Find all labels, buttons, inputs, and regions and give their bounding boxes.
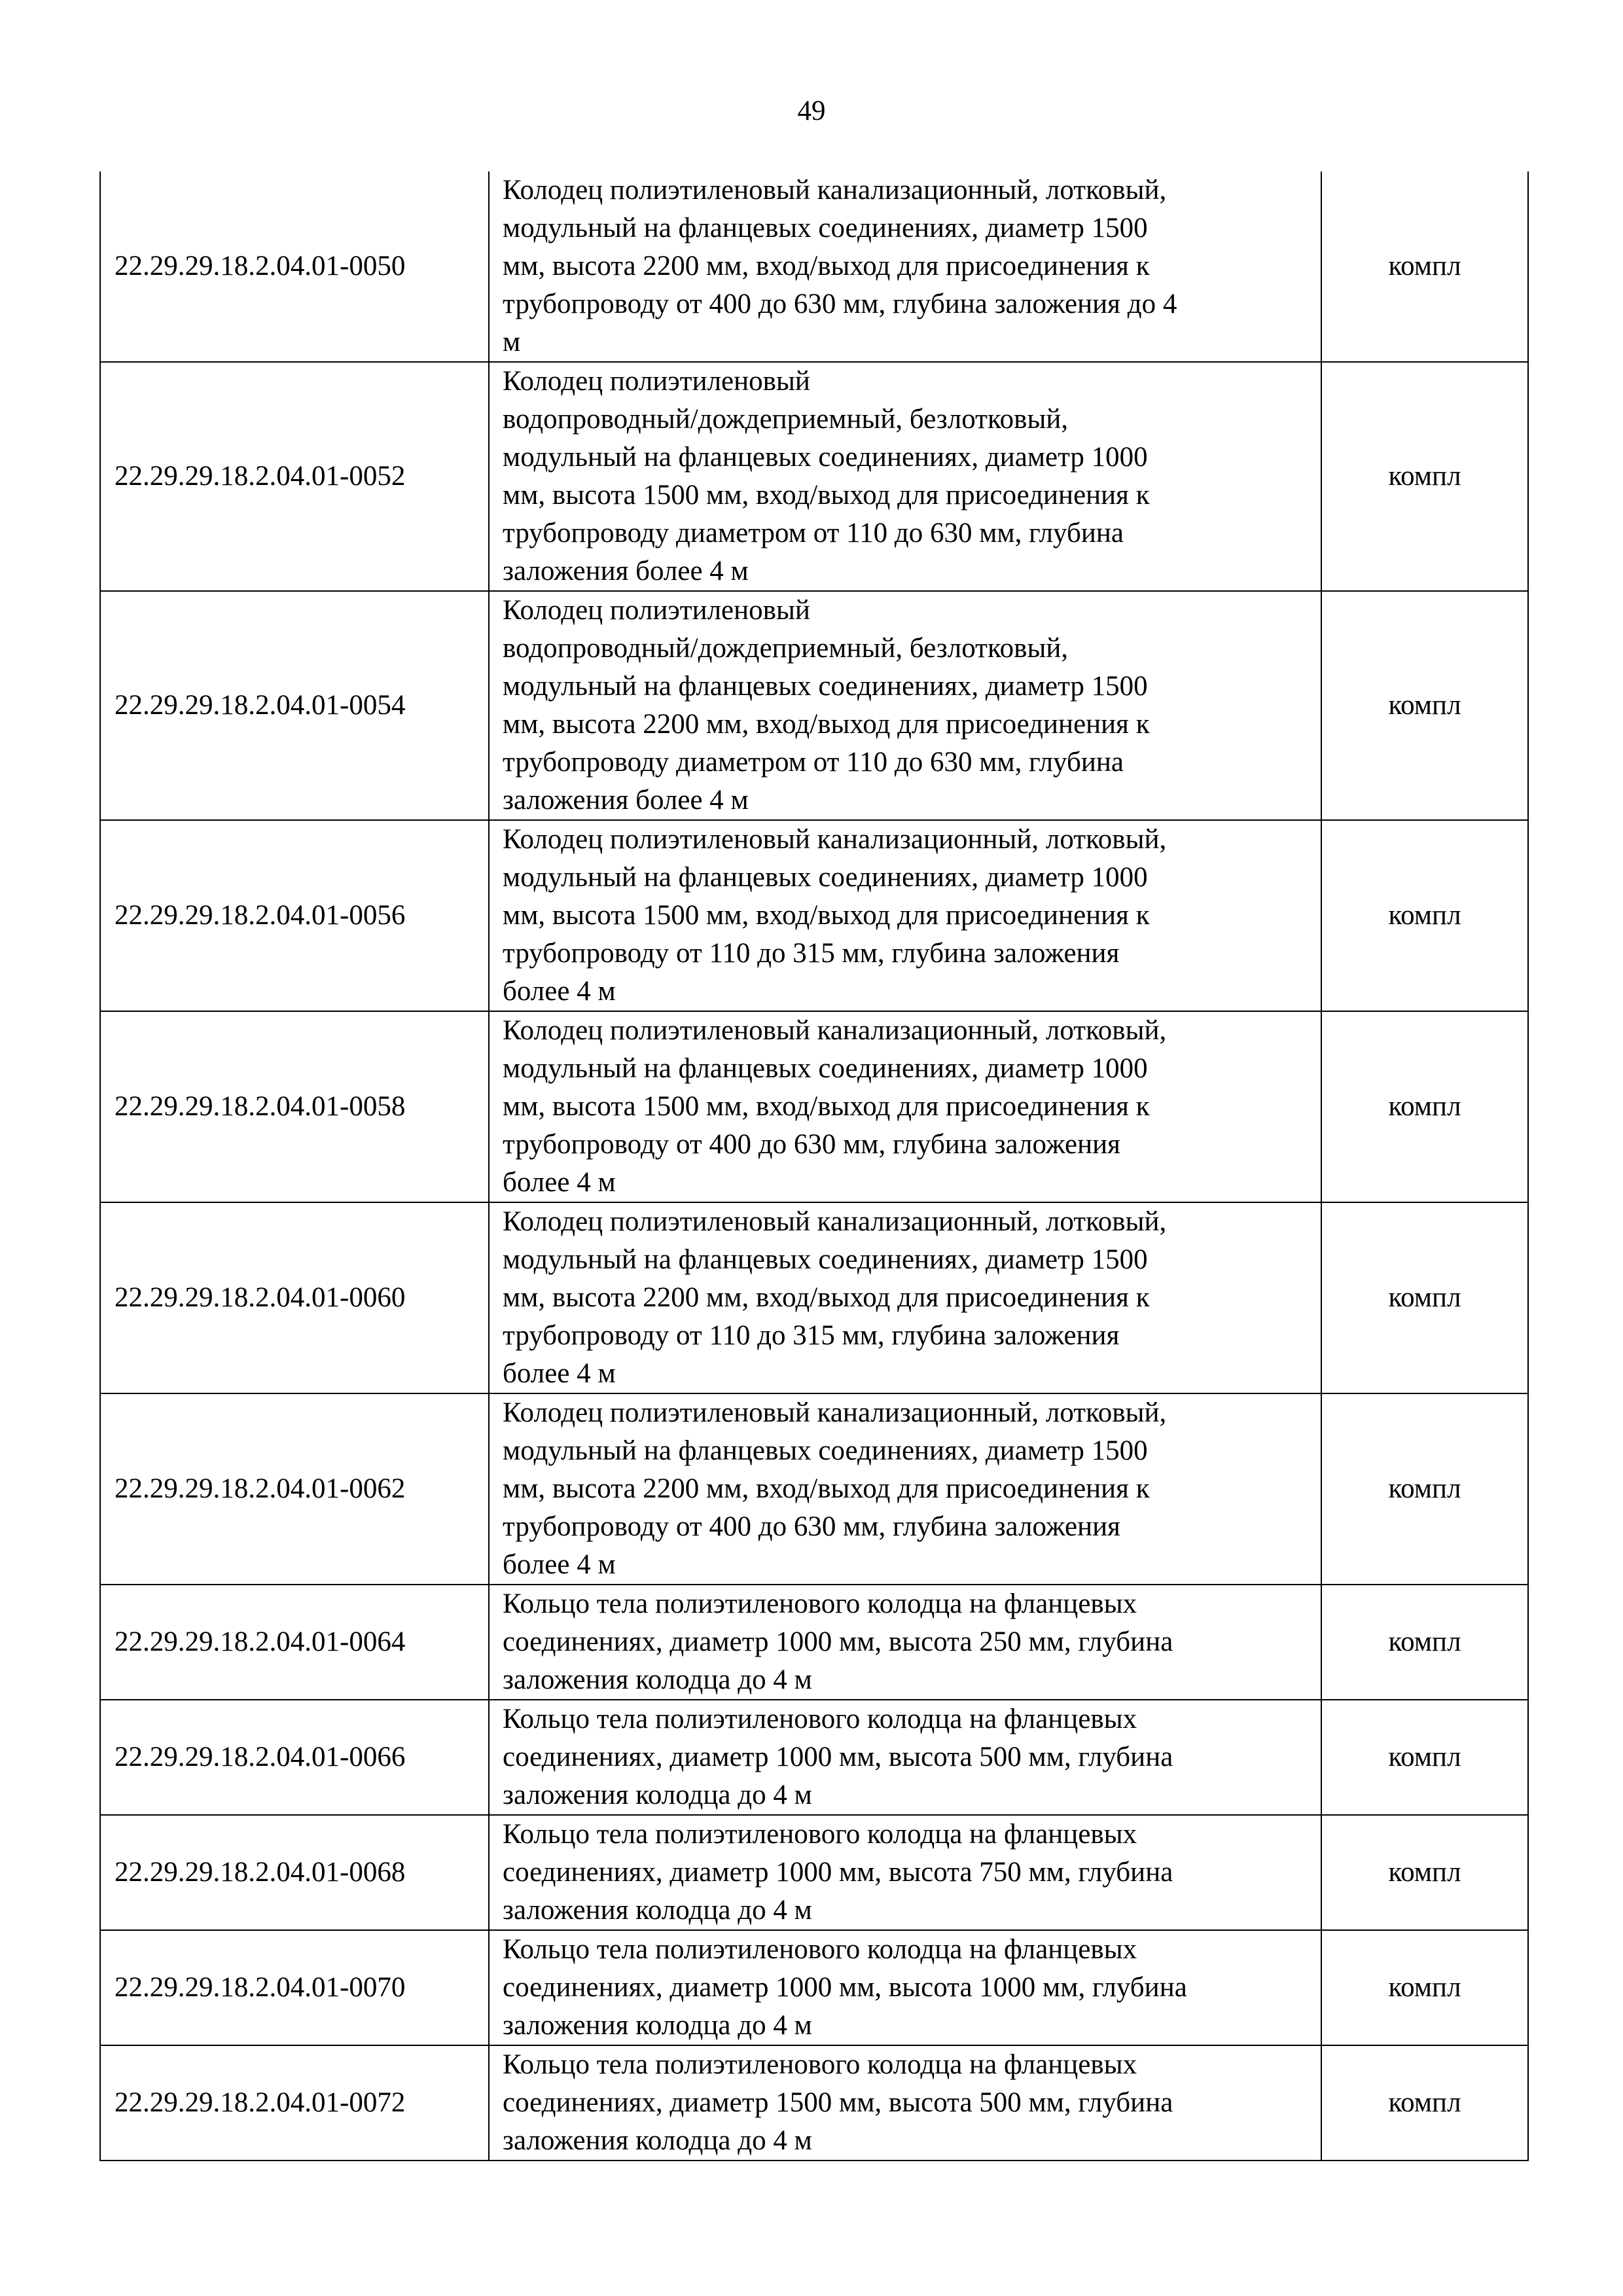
table-row	[100, 1011, 1528, 1202]
description-line: мм, высота 2200 мм, вход/выход для присоединения к	[503, 1473, 1150, 1504]
resource-code: 22.29.29.18.2.04.01-0068	[100, 1815, 489, 1930]
resource-code: 22.29.29.18.2.04.01-0054	[100, 591, 489, 820]
description-line: Кольцо тела полиэтиленового колодца на фланцевых	[503, 2049, 1137, 2080]
resource-code: 22.29.29.18.2.04.01-0050	[100, 171, 489, 362]
unit-of-measure: компл	[1321, 1202, 1528, 1393]
resource-code: 22.29.29.18.2.04.01-0058	[100, 1011, 489, 1202]
resource-description	[489, 820, 1321, 1011]
description-line: Кольцо тела полиэтиленового колодца на фланцевых	[503, 1704, 1137, 1734]
description-line: модульный на фланцевых соединениях, диаметр 1000	[503, 1053, 1148, 1084]
unit-of-measure: компл	[1321, 362, 1528, 591]
description-line: заложения колодца до 4 м	[503, 2010, 812, 2041]
resource-description	[489, 1700, 1321, 1815]
resource-code: 22.29.29.18.2.04.01-0070	[100, 1930, 489, 2045]
description-line: мм, высота 2200 мм, вход/выход для присоединения к	[503, 709, 1150, 740]
description-line: Колодец полиэтиленовый канализационный, лотковый,	[503, 175, 1167, 206]
resource-code: 22.29.29.18.2.04.01-0052	[100, 362, 489, 591]
description-line: заложения колодца до 4 м	[503, 1895, 812, 1926]
description-line: заложения колодца до 4 м	[503, 1780, 812, 1810]
table-row	[100, 591, 1528, 820]
description-line: мм, высота 1500 мм, вход/выход для присоединения к	[503, 900, 1150, 931]
resource-code: 22.29.29.18.2.04.01-0064	[100, 1585, 489, 1700]
unit-of-measure: компл	[1321, 1585, 1528, 1700]
description-line: модульный на фланцевых соединениях, диаметр 1500	[503, 1244, 1148, 1275]
description-line: модульный на фланцевых соединениях, диаметр 1000	[503, 862, 1148, 893]
unit-of-measure: компл	[1321, 1930, 1528, 2045]
resource-description	[489, 591, 1321, 820]
description-line: мм, высота 1500 мм, вход/выход для присоединения к	[503, 480, 1150, 511]
resource-code: 22.29.29.18.2.04.01-0072	[100, 2045, 489, 2161]
description-line: Колодец полиэтиленовый	[503, 366, 810, 397]
unit-of-measure: компл	[1321, 1815, 1528, 1930]
table-row	[100, 1815, 1528, 1930]
table-row	[100, 1393, 1528, 1585]
table-row	[100, 1930, 1528, 2045]
resource-code: 22.29.29.18.2.04.01-0066	[100, 1700, 489, 1815]
description-line: модульный на фланцевых соединениях, диаметр 1500	[503, 213, 1148, 243]
description-line: м	[503, 327, 521, 357]
resource-description	[489, 1585, 1321, 1700]
unit-of-measure: компл	[1321, 1393, 1528, 1585]
description-line: трубопроводу диаметром от 110 до 630 мм, глубина	[503, 747, 1124, 778]
description-line: соединениях, диаметр 1000 мм, высота 500 мм, глубина	[503, 1742, 1173, 1772]
description-line: мм, высота 1500 мм, вход/выход для присоединения к	[503, 1091, 1150, 1122]
description-line: заложения более 4 м	[503, 785, 749, 816]
table-row	[100, 171, 1528, 362]
description-line: модульный на фланцевых соединениях, диаметр 1500	[503, 671, 1148, 702]
unit-of-measure: компл	[1321, 171, 1528, 362]
table-body	[100, 171, 1528, 2161]
unit-of-measure: компл	[1321, 2045, 1528, 2161]
description-line: модульный на фланцевых соединениях, диаметр 1500	[503, 1435, 1148, 1466]
description-line: Колодец полиэтиленовый	[503, 595, 810, 626]
table-row	[100, 1585, 1528, 1700]
description-line: Кольцо тела полиэтиленового колодца на фланцевых	[503, 1819, 1137, 1850]
table-row	[100, 362, 1528, 591]
unit-of-measure: компл	[1321, 820, 1528, 1011]
description-line: соединениях, диаметр 1500 мм, высота 500 мм, глубина	[503, 2087, 1173, 2118]
description-line: более 4 м	[503, 1167, 616, 1198]
description-line: водопроводный/дождеприемный, безлотковый,	[503, 404, 1069, 435]
description-line: соединениях, диаметр 1000 мм, высота 1000 мм, глубина	[503, 1972, 1187, 2003]
description-line: Кольцо тела полиэтиленового колодца на фланцевых	[503, 1934, 1137, 1965]
description-line: трубопроводу от 110 до 315 мм, глубина заложения	[503, 1320, 1120, 1351]
resource-code: 22.29.29.18.2.04.01-0056	[100, 820, 489, 1011]
unit-of-measure: компл	[1321, 1011, 1528, 1202]
description-line: трубопроводу от 400 до 630 мм, глубина заложения	[503, 1129, 1120, 1160]
description-line: модульный на фланцевых соединениях, диаметр 1000	[503, 442, 1148, 473]
description-line: Кольцо тела полиэтиленового колодца на фланцевых	[503, 1588, 1137, 1619]
resource-table	[99, 171, 1529, 2161]
description-line: более 4 м	[503, 1358, 616, 1389]
page-number: 49	[797, 96, 826, 126]
resource-description	[489, 1815, 1321, 1930]
table-row	[100, 820, 1528, 1011]
description-line: Колодец полиэтиленовый канализационный, лотковый,	[503, 1015, 1167, 1046]
description-line: Колодец полиэтиленовый канализационный, лотковый,	[503, 1397, 1167, 1428]
resource-description	[489, 1930, 1321, 2045]
description-line: водопроводный/дождеприемный, безлотковый,	[503, 633, 1069, 664]
resource-code: 22.29.29.18.2.04.01-0062	[100, 1393, 489, 1585]
resource-description	[489, 2045, 1321, 2161]
description-line: Колодец полиэтиленовый канализационный, лотковый,	[503, 824, 1167, 855]
description-line: трубопроводу диаметром от 110 до 630 мм, глубина	[503, 518, 1124, 548]
resource-description	[489, 362, 1321, 591]
description-line: трубопроводу от 400 до 630 мм, глубина заложения	[503, 1511, 1120, 1542]
description-line: мм, высота 2200 мм, вход/выход для присоединения к	[503, 1282, 1150, 1313]
description-line: заложения колодца до 4 м	[503, 2125, 812, 2156]
description-line: соединениях, диаметр 1000 мм, высота 250 мм, глубина	[503, 1626, 1173, 1657]
unit-of-measure: компл	[1321, 1700, 1528, 1815]
description-line: трубопроводу от 110 до 315 мм, глубина заложения	[503, 938, 1120, 969]
table-row	[100, 1202, 1528, 1393]
table-row	[100, 1700, 1528, 1815]
resource-code: 22.29.29.18.2.04.01-0060	[100, 1202, 489, 1393]
resource-description	[489, 1393, 1321, 1585]
resource-description	[489, 171, 1321, 362]
description-line: соединениях, диаметр 1000 мм, высота 750 мм, глубина	[503, 1857, 1173, 1888]
table-row	[100, 2045, 1528, 2161]
description-line: заложения более 4 м	[503, 556, 749, 586]
description-line: более 4 м	[503, 1549, 616, 1580]
description-line: заложения колодца до 4 м	[503, 1664, 812, 1695]
description-line: более 4 м	[503, 976, 616, 1007]
description-line: трубопроводу от 400 до 630 мм, глубина заложения до 4	[503, 289, 1177, 319]
unit-of-measure: компл	[1321, 591, 1528, 820]
resource-description	[489, 1202, 1321, 1393]
resource-description	[489, 1011, 1321, 1202]
description-line: Колодец полиэтиленовый канализационный, лотковый,	[503, 1206, 1167, 1237]
description-line: мм, высота 2200 мм, вход/выход для присоединения к	[503, 251, 1150, 281]
